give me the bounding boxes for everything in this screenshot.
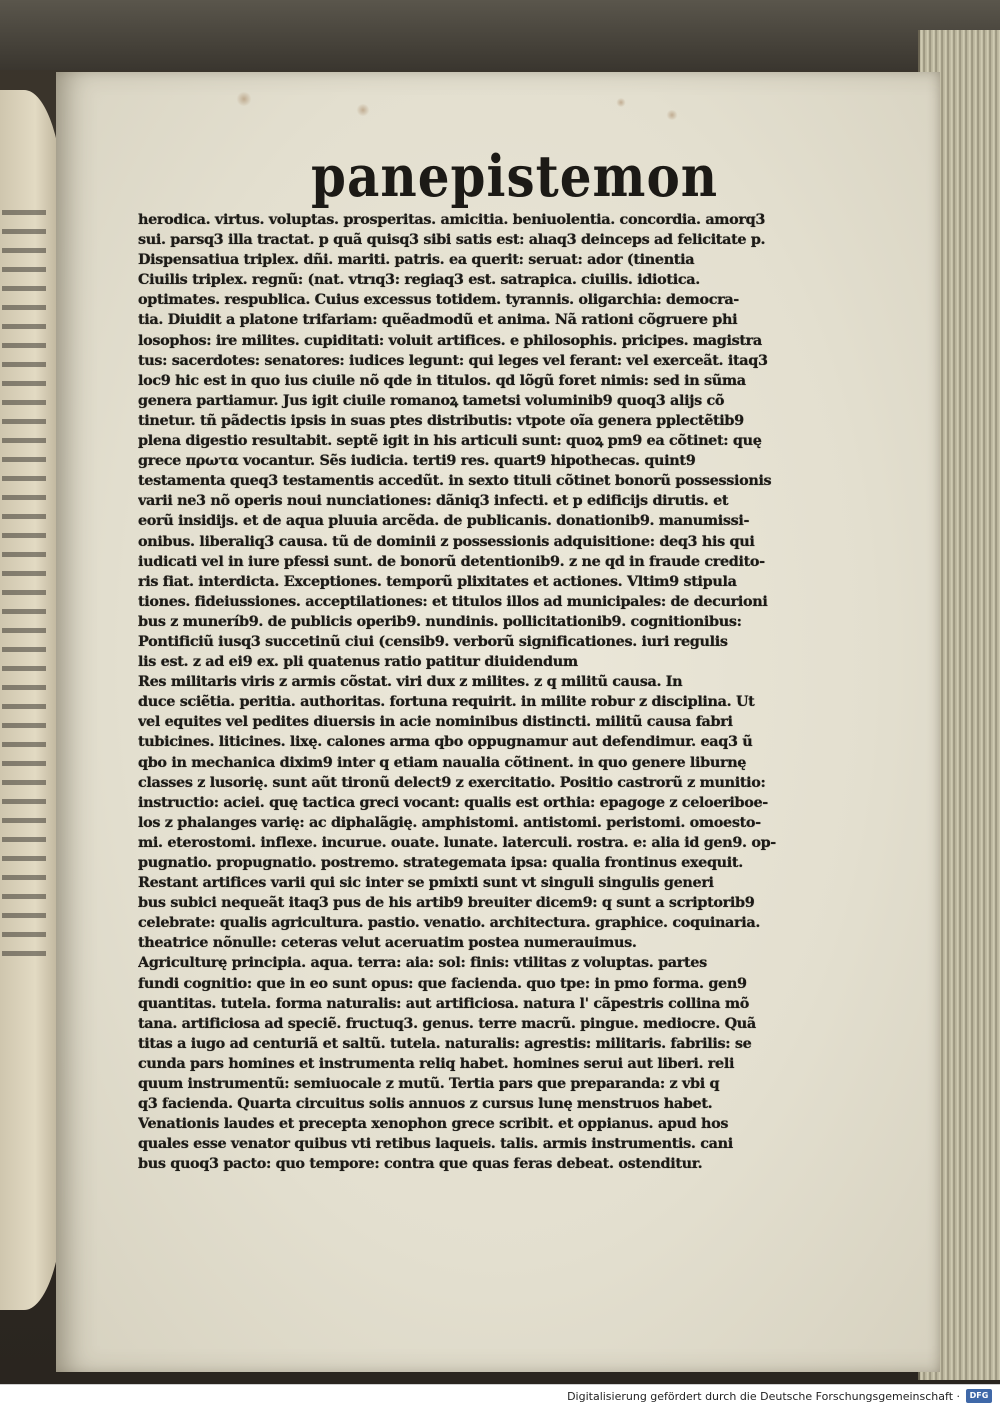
text-line: Restant artifices varii qui sic inter se pmixti sunt vt singuli singulis generi xyxy=(138,874,714,892)
text-line: ris fiat. interdicta. Exceptiones. temporũ plixitates et actiones. Vltim9 stipula xyxy=(138,572,737,590)
text-line: iudicati vel in iure pfessi sunt. de bonorũ detentionib9. z ne qd in fraude credito- xyxy=(138,552,765,570)
text-line: fundi cognitio: que in eo sunt opus: que facienda. quo tpe: in pmo forma. gen9 xyxy=(138,974,747,992)
text-line: Pontificiũ iusq3 succetinũ ciui (censib9. verborũ significationes. iuri regulis xyxy=(138,632,728,650)
facing-page-curl xyxy=(0,90,64,1310)
text-line: tia. Diuidit a platone trifariam: quẽadmodũ et anima. Nã rationi cõgruere phi xyxy=(138,311,738,329)
text-line: classes z lusorię. sunt aũt tironũ delect9 z exercitatio. Positio castrorũ z munitio: xyxy=(138,773,766,791)
text-line: Dispensatiua triplex. dñi. mariti. patris. ea querit: seruat: ador (tinentia xyxy=(138,251,695,269)
text-line: bus quoq3 pacto: quo tempore: contra que quas feras debeat. ostenditur. xyxy=(138,1155,703,1173)
text-line: qbo in mechanica dixim9 inter q etiam naualia cõtinent. in quo genere liburnę xyxy=(138,753,747,771)
text-line: instructio: aciei. quę tactica greci vocant: qualis est orthia: epagoge z celoeriboe- xyxy=(138,793,768,811)
page-title: panepistemon xyxy=(311,142,719,210)
text-line: tinetur. tñ pãdectis ipsis in suas ptes distributis: vtpote oĩa genera pplectẽtib9 xyxy=(138,411,744,429)
body-text xyxy=(138,210,808,1175)
text-line: titas a iugo ad centuriã et saltũ. tutela. naturalis: agrestis: militaris. fabrilis: se xyxy=(138,1034,752,1052)
facing-page-text-shadow xyxy=(2,210,46,970)
text-line: losophos: ire milites. cupiditati: voluit artifices. e philosophis. pricipes. magistra xyxy=(138,331,762,349)
text-line: quum instrumentũ: semiuocale z mutũ. Tertia pars que preparanda: z vbi q xyxy=(138,1075,720,1093)
text-line: tubicines. liticines. lixę. calones arma qbo oppugnamur aut defendimur. eaq3 ũ xyxy=(138,733,753,751)
text-line: quales esse venator quibus vti retibus laqueis. talis. armis instrumentis. cani xyxy=(138,1135,733,1153)
text-line: Res militaris viris z armis cõstat. viri dux z milites. z q militũ causa. In xyxy=(138,673,683,691)
text-line: onibus. liberaliq3 causa. tũ de dominii z possessionis adquisitione: deq3 his qui xyxy=(138,532,755,550)
dfg-logo: DFG xyxy=(966,1389,992,1403)
text-line: plena digestio resultabit. septẽ igit in his articuli sunt: quoꝝ pm9 ea cõtinet: quę xyxy=(138,432,762,450)
footer-bar xyxy=(0,1384,1000,1409)
text-line: q3 facienda. Quarta circuitus solis annuos z cursus lunę menstruos habet. xyxy=(138,1095,713,1113)
text-line: los z phalanges varię: ac diphalãgię. amphistomi. antistomi. peristomi. omoesto- xyxy=(138,813,761,831)
paper-stain xyxy=(666,110,678,120)
text-line: celebrate: qualis agricultura. pastio. venatio. architectura. graphice. coquinaria. xyxy=(138,914,761,932)
text-line: Venationis laudes et precepta xenophon grece scribit. et oppianus. apud hos xyxy=(138,1115,729,1133)
text-line: lis est. z ad ei9 ex. pli quatenus ratio patitur diuidendum xyxy=(138,653,578,671)
text-line: tana. artificiosa ad speciẽ. fructuq3. genus. terre macrũ. pingue. mediocre. Quã xyxy=(138,1014,756,1032)
funding-notice: Digitalisierung gefördert durch die Deutsche Forschungsgemeinschaft · xyxy=(567,1390,960,1403)
paper-stain xyxy=(616,98,626,107)
text-line: cunda pars homines et instrumenta reliq habet. homines serui aut liberi. reli xyxy=(138,1054,735,1072)
text-line: tiones. fideiussiones. acceptilationes: et titulos illos ad municipales: de decurioni xyxy=(138,592,768,610)
text-line: varii ne3 nõ operis noui nunciationes: dãniq3 infecti. et p edificijs dirutis. et xyxy=(138,492,729,510)
book-page xyxy=(56,72,940,1372)
text-line: sui. parsq3 illa tractat. p quã quisq3 sibi satis est: alıaq3 deinceps ad felicitate p. xyxy=(138,231,766,249)
text-line: bus subici nequeãt itaq3 pus de his artib9 breuiter dicem9: q sunt a scriptorib9 xyxy=(138,894,755,912)
text-line: Agriculturę principia. aqua. terra: aia: sol: finis: vtilitas z voluptas. partes xyxy=(138,954,707,972)
text-line: grece πρωτα vocantur. Sẽs iudicia. terti9 res. quart9 hipothecas. quint9 xyxy=(138,452,696,470)
text-line: testamenta queq3 testamentis accedũt. in sexto tituli cõtinet bonorũ possessionis xyxy=(138,472,772,490)
text-line: quantitas. tutela. forma naturalis: aut artificiosa. natura l' cãpestris collina mõ xyxy=(138,994,749,1012)
text-line: duce sciẽtia. peritia. authoritas. fortuna requirit. in milite robur z disciplina. Ut xyxy=(138,693,755,711)
text-line: Ciuilis triplex. regnũ: (nat. vtrıq3: regiaq3 est. satrapica. ciuilis. idiotica. xyxy=(138,271,700,289)
text-line: optimates. respublica. Cuius excessus totidem. tyrannis. oligarchia: democra- xyxy=(138,291,739,309)
text-line: genera partiamur. Jus igit ciuile romanoꝝ tametsi voluminib9 quoq3 alijs cõ xyxy=(138,391,725,409)
paper-stain xyxy=(356,104,370,116)
text-line: eorũ insidijs. et de aqua pluuia arcẽda. de publicanis. donationib9. manumissi- xyxy=(138,512,750,530)
paper-stain xyxy=(236,92,252,106)
text-line: mi. eterostomi. inflexe. incurue. ouate. lunate. laterculi. rostra. e: alia id gen9. op- xyxy=(138,833,776,851)
text-line: herodica. virtus. voluptas. prosperitas. amicitia. beniuolentia. concordia. amorq3 xyxy=(138,211,766,228)
text-line: tus: sacerdotes: senatores: iudices legunt: qui leges vel ferant: vel exerceãt. itaq3 xyxy=(138,351,768,369)
text-line: theatrice nõnulle: ceteras velut aceruatim postea numerauimus. xyxy=(138,934,637,952)
book-cover-edge xyxy=(0,0,1000,70)
text-line: bus z muneríb9. de publicis operib9. nundinis. pollicitationib9. cognitionibus: xyxy=(138,612,742,630)
text-line: vel equites vel pedites diuersis in acie nominibus distincti. militũ causa fabri xyxy=(138,713,733,731)
text-line: loc9 hic est in quo ius ciuile nõ qde in titulos. qd lõgũ foret nimis: sed in sũma xyxy=(138,371,746,389)
text-line: pugnatio. propugnatio. postremo. strategemata ipsa: qualia frontinus exequit. xyxy=(138,854,743,871)
